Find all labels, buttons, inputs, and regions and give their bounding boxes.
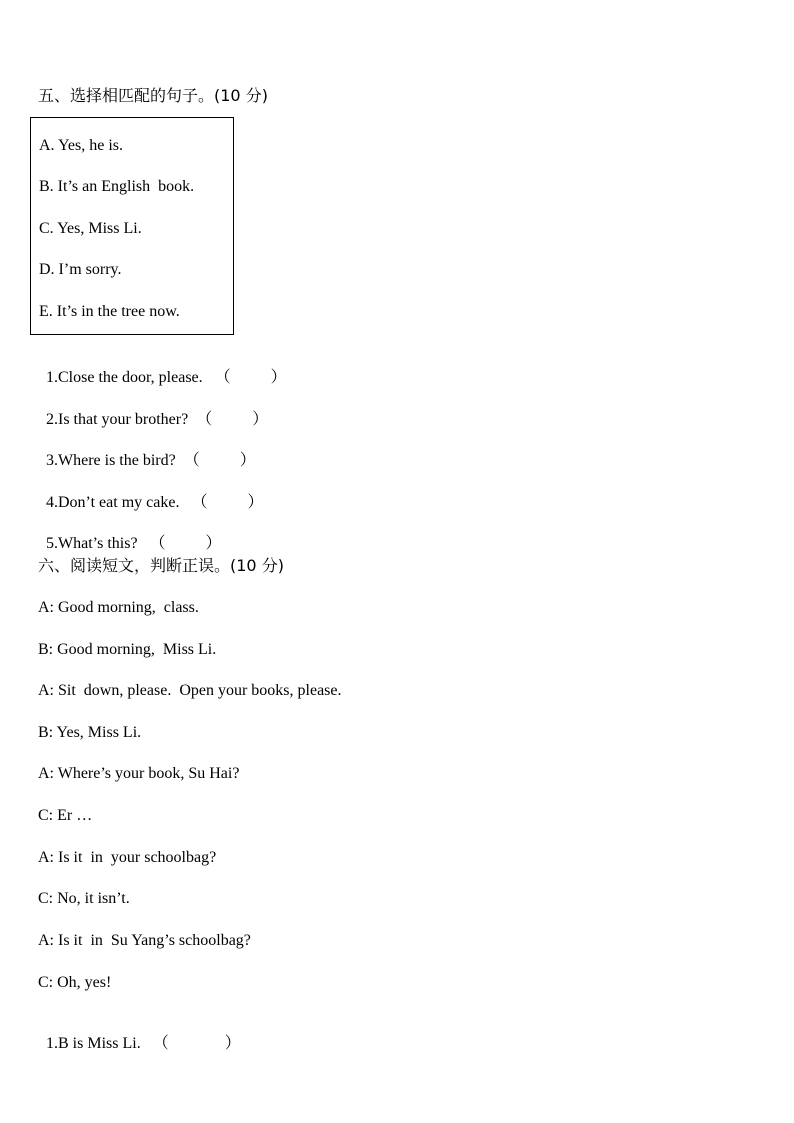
answer-blank[interactable]: （ ） xyxy=(196,411,269,428)
question-5-1 xyxy=(38,348,287,388)
question-text: 4.Don’t eat my cake. xyxy=(46,494,180,511)
dialogue-line: C: Er … xyxy=(38,807,93,824)
options-box xyxy=(30,117,234,335)
dialogue-line: C: Oh, yes! xyxy=(38,974,112,991)
question-text: 5.What’s this? xyxy=(46,535,138,552)
dialogue-line: B: Yes, Miss Li. xyxy=(38,724,142,741)
question-5-4 xyxy=(38,473,263,513)
section-6-heading: 六、阅读短文，判断正误。(10 分) xyxy=(38,556,284,575)
question-text: 1.Close the door, please. xyxy=(46,369,203,386)
dialogue-line: A: Is it in your schoolbag? xyxy=(38,849,217,866)
question-text: 3.Where is the bird? xyxy=(46,452,176,469)
dialogue-line: A: Where’s your book, Su Hai? xyxy=(38,765,240,782)
question-text: 1.B is Miss Li. xyxy=(46,1035,141,1052)
question-6-1 xyxy=(38,1014,241,1054)
answer-blank[interactable]: （ ） xyxy=(183,452,256,469)
answer-blank[interactable]: （ ） xyxy=(214,369,287,386)
dialogue-line: A: Good morning, class. xyxy=(38,599,199,616)
option-b: B. It’s an English book. xyxy=(39,178,195,195)
question-5-5 xyxy=(38,514,222,554)
dialogue-line: C: No, it isn’t. xyxy=(38,890,130,907)
section-5-heading: 五、选择相匹配的句子。(10 分) xyxy=(38,86,268,105)
dialogue-line: A: Sit down, please. Open your books, please. xyxy=(38,682,342,699)
option-d: D. I’m sorry. xyxy=(39,261,122,278)
answer-blank[interactable]: （ ） xyxy=(191,494,264,511)
option-a: A. Yes, he is. xyxy=(39,137,124,154)
dialogue-line: A: Is it in Su Yang’s schoolbag? xyxy=(38,932,251,949)
option-c: C. Yes, Miss Li. xyxy=(39,220,142,237)
question-5-3 xyxy=(38,431,256,471)
option-e: E. It’s in the tree now. xyxy=(39,303,180,320)
answer-blank[interactable]: （ ） xyxy=(152,1035,241,1052)
dialogue-line: B: Good morning, Miss Li. xyxy=(38,641,217,658)
question-text: 2.Is that your brother? xyxy=(46,411,189,428)
answer-blank[interactable]: （ ） xyxy=(149,535,222,552)
question-5-2 xyxy=(38,390,268,430)
